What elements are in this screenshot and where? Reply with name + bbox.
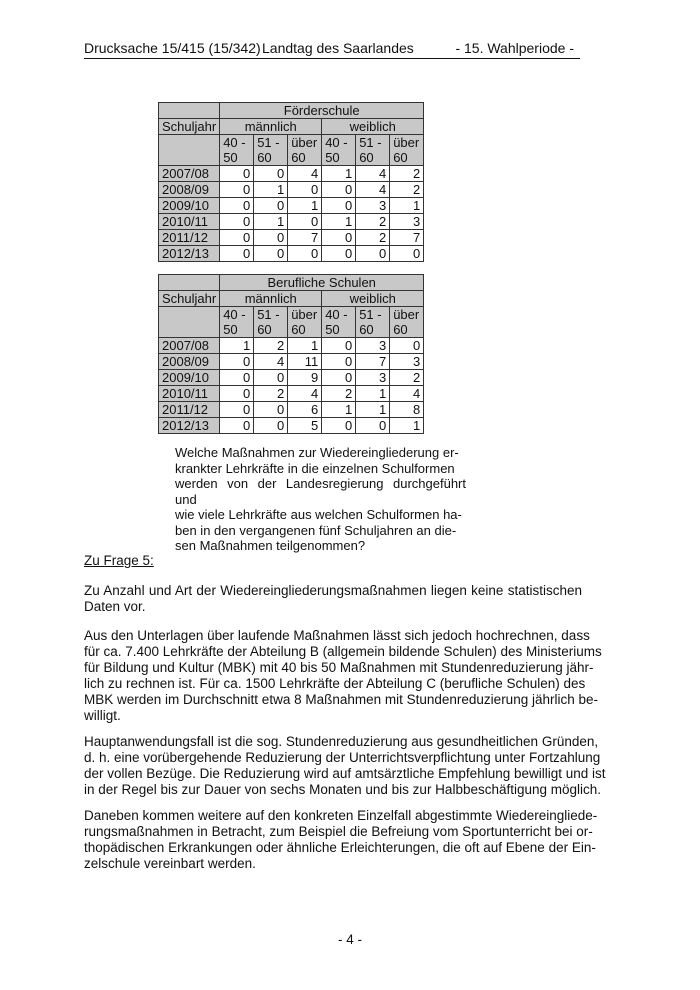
age-header-cell: [356, 135, 390, 166]
count-cell: 0: [288, 214, 322, 230]
group-male-header: männlich: [220, 291, 322, 307]
paragraph: [84, 628, 602, 724]
parliament-name: Landtag des Saarlandes: [262, 40, 414, 56]
count-cell: 3: [356, 338, 390, 354]
school-year-cell: 2008/09: [159, 182, 220, 198]
paragraph-line: Hauptanwendungsfall ist die sog. Stundenreduzierung aus gesundheitlichen Gründen,: [84, 734, 599, 749]
age-range-start: 40 -: [325, 307, 348, 322]
count-cell: 3: [356, 198, 390, 214]
paragraph-line: zelschule vereinbart werden.: [84, 856, 256, 871]
age-range-end: 60: [291, 322, 306, 337]
count-cell: 0: [254, 402, 288, 418]
age-range-end: 50: [223, 150, 238, 165]
count-cell: 7: [288, 230, 322, 246]
count-cell: 4: [288, 386, 322, 402]
paragraph-line: MBK werden im Durchschnitt etwa 8 Maßnahmen mit Stundenreduzierung jährlich be-: [84, 692, 598, 707]
group-female-header: weiblich: [322, 291, 424, 307]
count-cell: 0: [220, 214, 254, 230]
table-row: [159, 370, 424, 386]
age-header-cell: [220, 135, 254, 166]
count-cell: 0: [254, 166, 288, 182]
count-cell: 2: [356, 214, 390, 230]
school-year-cell: 2011/12: [159, 230, 220, 246]
count-cell: 0: [288, 182, 322, 198]
count-cell: 0: [220, 230, 254, 246]
count-cell: 1: [390, 418, 424, 434]
count-cell: 0: [220, 370, 254, 386]
table-row: [159, 198, 424, 214]
group-male-header: männlich: [220, 119, 322, 135]
age-header-cell: [220, 307, 254, 338]
table-row: [159, 402, 424, 418]
count-cell: 0: [322, 182, 356, 198]
count-cell: 1: [220, 338, 254, 354]
count-cell: 1: [390, 198, 424, 214]
age-range-start: 51 -: [359, 135, 382, 150]
count-cell: 0: [390, 338, 424, 354]
count-cell: 0: [322, 198, 356, 214]
count-cell: 9: [288, 370, 322, 386]
count-cell: 3: [356, 370, 390, 386]
count-cell: 0: [390, 246, 424, 262]
count-cell: 2: [390, 182, 424, 198]
count-cell: 2: [390, 370, 424, 386]
count-cell: 2: [254, 386, 288, 402]
count-cell: 1: [322, 402, 356, 418]
count-cell: 4: [356, 182, 390, 198]
year-header: Schuljahr: [159, 291, 220, 307]
count-cell: 1: [356, 402, 390, 418]
group-female-header: weiblich: [322, 119, 424, 135]
age-range-end: 60: [257, 150, 272, 165]
count-cell: 0: [322, 230, 356, 246]
school-year-cell: 2009/10: [159, 198, 220, 214]
table-row: [159, 230, 424, 246]
legislative-period: - 15. Wahlperiode -: [455, 40, 574, 56]
count-cell: 3: [390, 354, 424, 370]
age-range-end: 60: [257, 322, 272, 337]
school-year-cell: 2007/08: [159, 166, 220, 182]
paragraph-line: d. h. eine vorübergehende Reduzierung der Unterrichtsverpflichtung unter Fortzahlung: [84, 750, 601, 765]
age-range-start: 40 -: [223, 307, 246, 322]
age-range-end: 60: [359, 322, 374, 337]
age-range-end: 50: [325, 322, 340, 337]
count-cell: 0: [220, 354, 254, 370]
document-number: Drucksache 15/415 (15/342): [84, 40, 261, 56]
count-cell: 1: [288, 198, 322, 214]
count-cell: 0: [322, 338, 356, 354]
question-line: Welche Maßnahmen zur Wiedereingliederung er-: [175, 445, 459, 460]
count-cell: 6: [288, 402, 322, 418]
age-header-cell: [254, 307, 288, 338]
age-range-start: über: [291, 135, 318, 150]
count-cell: 1: [288, 338, 322, 354]
age-range-end: 60: [393, 322, 408, 337]
count-cell: 7: [390, 230, 424, 246]
question-line: krankter Lehrkräfte in die einzelnen Schulformen: [175, 460, 455, 476]
count-cell: 1: [254, 182, 288, 198]
count-cell: 0: [322, 246, 356, 262]
count-cell: 4: [288, 166, 322, 182]
count-cell: 0: [288, 246, 322, 262]
count-cell: 8: [390, 402, 424, 418]
count-cell: 0: [322, 370, 356, 386]
paragraph-line: lich zu rechnen ist. Für ca. 1500 Lehrkräfte der Abteilung C (berufliche Schulen) des: [84, 676, 586, 691]
paragraph: [84, 808, 598, 872]
page-number: - 4 -: [337, 932, 362, 947]
paragraph-line: für Bildung und Kultur (MBK) mit 40 bis 50 Maßnahmen mit Stundenreduzierung jähr-: [84, 660, 594, 675]
age-header-cell: [288, 135, 322, 166]
paragraph-line: Daneben kommen weitere auf den konkreten Einzelfall abgestimmte Wiedereingliede-: [84, 808, 598, 823]
count-cell: 4: [356, 166, 390, 182]
age-range-start: 51 -: [359, 307, 382, 322]
count-cell: 1: [356, 386, 390, 402]
age-header-cell: [322, 135, 356, 166]
table-corner-cell: [159, 275, 220, 291]
school-year-cell: 2009/10: [159, 370, 220, 386]
age-header-cell: [322, 307, 356, 338]
answer-heading: Zu Frage 5:: [84, 553, 154, 568]
age-range-end: 50: [223, 322, 238, 337]
count-cell: 0: [220, 386, 254, 402]
age-header-cell: [390, 307, 424, 338]
count-cell: 4: [254, 354, 288, 370]
count-cell: 1: [254, 214, 288, 230]
question-text: [175, 445, 466, 554]
school-year-cell: 2011/12: [159, 402, 220, 418]
paragraph-line: rungsmaßnahmen in Betracht, zum Beispiel die Befreiung vom Sportunterricht bei or-: [84, 824, 593, 839]
school-year-cell: 2012/13: [159, 418, 220, 434]
paragraph-line: Aus den Unterlagen über laufende Maßnahmen lässt sich jedoch hochrechnen, dass: [84, 628, 590, 643]
count-cell: 0: [322, 418, 356, 434]
school-year-cell: 2010/11: [159, 386, 220, 402]
count-cell: 0: [254, 246, 288, 262]
age-header-cell: [254, 135, 288, 166]
paragraph-line: der vollen Bezüge. Die Reduzierung wird auf amtsärztliche Empfehlung bewilligt und ist: [84, 766, 606, 781]
age-header-blank: [159, 135, 220, 166]
count-cell: 0: [220, 198, 254, 214]
table-row: [159, 246, 424, 262]
question-line: werden von der Landesregierung durchgeführt und: [175, 476, 466, 507]
table-row: [159, 418, 424, 434]
age-range-start: über: [393, 307, 420, 322]
count-cell: 0: [220, 418, 254, 434]
table-group-row: [159, 291, 424, 307]
school-year-cell: 2008/09: [159, 354, 220, 370]
age-range-start: 40 -: [223, 135, 246, 150]
table-title: Förderschule: [220, 103, 424, 119]
paragraph-line: für ca. 7.400 Lehrkräfte der Abteilung B (allgemein bildende Schulen) des Ministeriums: [84, 644, 602, 659]
paragraph: [84, 583, 582, 615]
paragraph-line: willigt.: [84, 708, 121, 723]
age-header-cell: [288, 307, 322, 338]
paragraph-line: in der Regel bis zur Dauer von sechs Monaten und bis zur Halbbeschäftigung möglich.: [84, 782, 602, 797]
count-cell: 0: [220, 182, 254, 198]
count-cell: 0: [322, 354, 356, 370]
paragraph-line: thopädischen Erkrankungen oder ähnliche Erleichterungen, die oft auf Ebene der Ein-: [84, 840, 596, 855]
count-cell: 2: [322, 386, 356, 402]
paragraph: [84, 734, 606, 798]
count-cell: 0: [254, 370, 288, 386]
age-header-cell: [356, 307, 390, 338]
count-cell: 7: [356, 354, 390, 370]
year-header: Schuljahr: [159, 119, 220, 135]
paragraph-line: Zu Anzahl und Art der Wiedereingliederungsmaßnahmen liegen keine statistischen: [84, 583, 582, 598]
question-line: sen Maßnahmen teilgenommen?: [175, 538, 366, 553]
table-title-row: [159, 275, 424, 291]
table-row: [159, 166, 424, 182]
count-cell: 0: [220, 246, 254, 262]
table-age-row: [159, 135, 424, 166]
age-range-end: 60: [291, 150, 306, 165]
count-cell: 0: [220, 166, 254, 182]
table-foerderschule: [158, 102, 424, 262]
school-year-cell: 2012/13: [159, 246, 220, 262]
table-group-row: [159, 119, 424, 135]
count-cell: 0: [254, 418, 288, 434]
table-title-row: [159, 103, 424, 119]
count-cell: 0: [254, 198, 288, 214]
age-range-start: über: [291, 307, 318, 322]
school-year-cell: 2007/08: [159, 338, 220, 354]
age-header-cell: [390, 135, 424, 166]
table-corner-cell: [159, 103, 220, 119]
question-line: ben in den vergangenen fünf Schuljahren an die-: [175, 522, 457, 538]
count-cell: 0: [254, 230, 288, 246]
age-range-end: 60: [359, 150, 374, 165]
count-cell: 0: [220, 402, 254, 418]
count-cell: 3: [390, 214, 424, 230]
table-berufliche-schulen: [158, 274, 424, 434]
count-cell: 4: [390, 386, 424, 402]
age-range-start: über: [393, 135, 420, 150]
table-row: [159, 386, 424, 402]
count-cell: 1: [322, 214, 356, 230]
count-cell: 2: [356, 230, 390, 246]
age-header-blank: [159, 307, 220, 338]
age-range-end: 50: [325, 150, 340, 165]
age-range-start: 51 -: [257, 135, 280, 150]
question-line: wie viele Lehrkräfte aus welchen Schulformen ha-: [175, 507, 462, 522]
table-row: [159, 214, 424, 230]
count-cell: 0: [356, 418, 390, 434]
page-header: [84, 40, 580, 59]
paragraph-line: Daten vor.: [84, 599, 146, 614]
table-age-row: [159, 307, 424, 338]
count-cell: 2: [390, 166, 424, 182]
school-year-cell: 2010/11: [159, 214, 220, 230]
table-title: Berufliche Schulen: [220, 275, 424, 291]
table-row: [159, 338, 424, 354]
count-cell: 11: [288, 354, 322, 370]
table-row: [159, 182, 424, 198]
table-row: [159, 354, 424, 370]
count-cell: 1: [322, 166, 356, 182]
count-cell: 0: [356, 246, 390, 262]
age-range-start: 40 -: [325, 135, 348, 150]
age-range-end: 60: [393, 150, 408, 165]
count-cell: 5: [288, 418, 322, 434]
count-cell: 2: [254, 338, 288, 354]
age-range-start: 51 -: [257, 307, 280, 322]
